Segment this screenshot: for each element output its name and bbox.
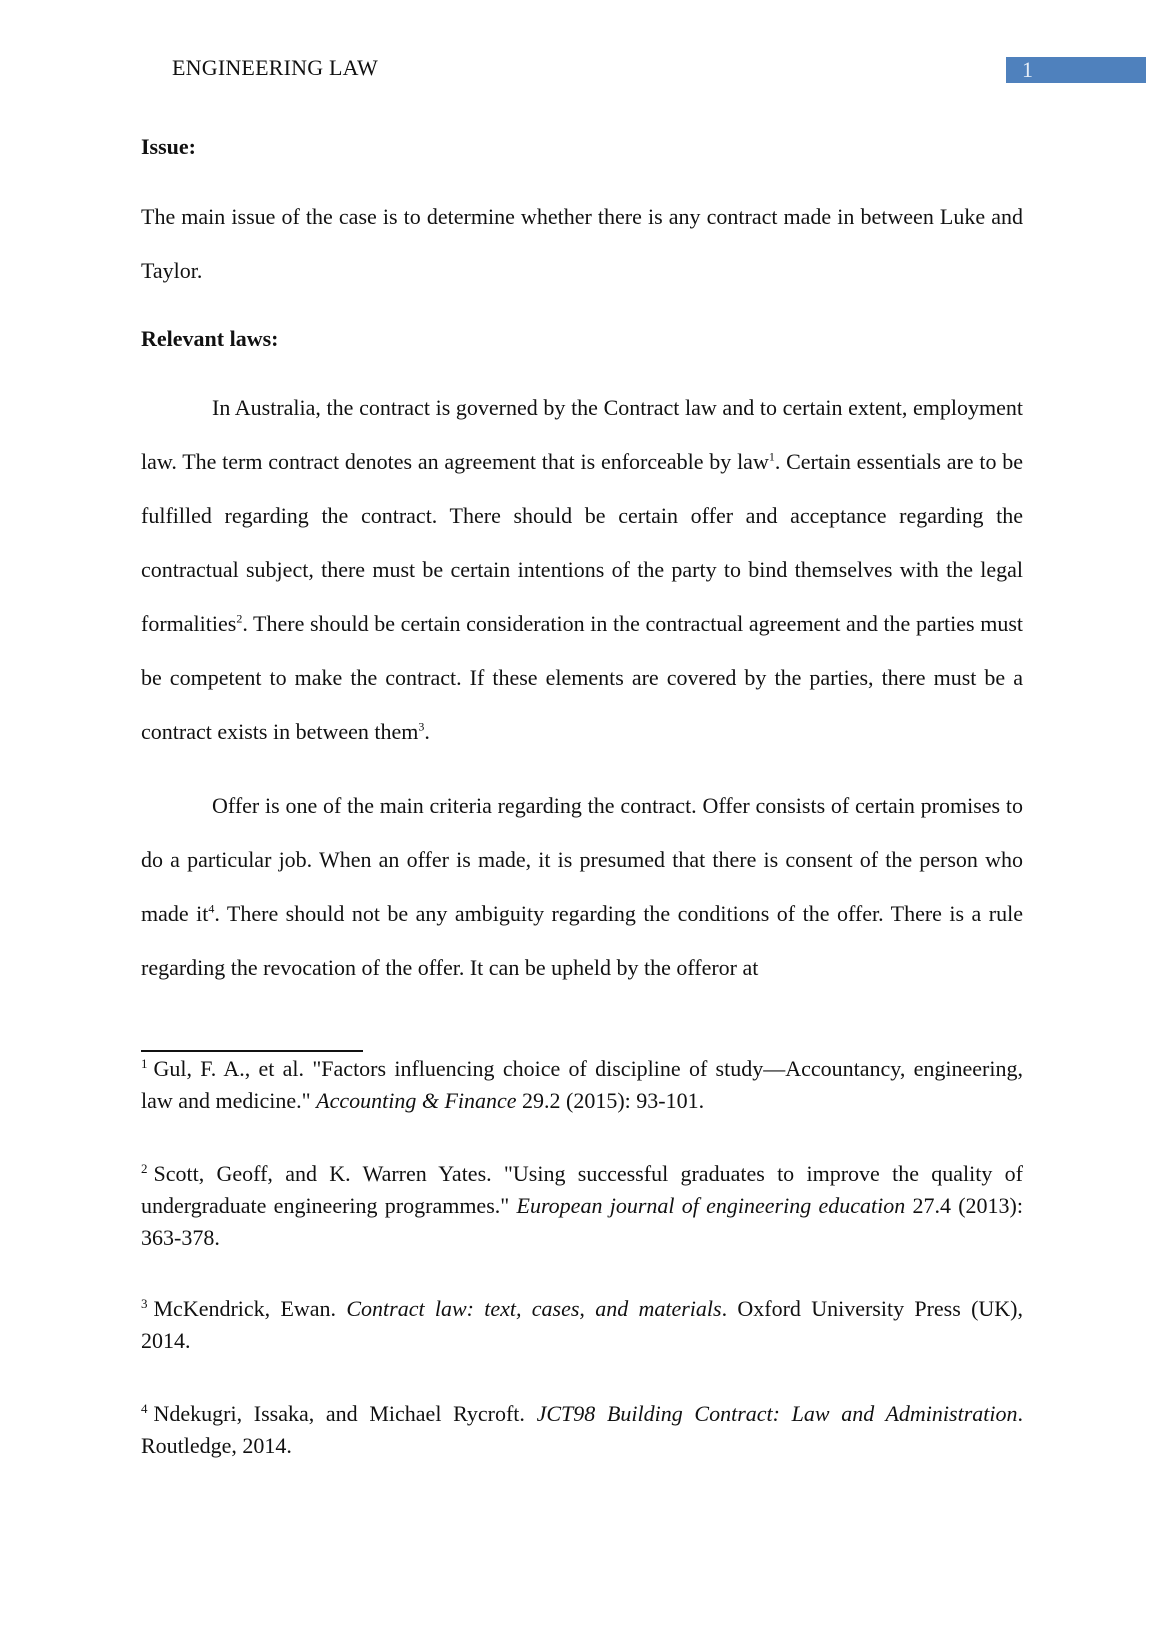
paragraph-text: . There should be certain consideration in the contractual agreement and the parties must be competent to make the contract. If these elements are covered by the parties, there must be a contract exists in between them	[141, 611, 1023, 744]
paragraph-text: In Australia, the contract is governed by the Contract law and to certain extent, employment law. The term contract denotes an agreement that is enforceable by law	[141, 395, 1023, 474]
paragraph-text: Offer is one of the main criteria regarding the contract. Offer consists of certain promises to do a particular job. When an offer is made, it is presumed that there is consent of the person who made it	[141, 793, 1023, 926]
footnote-3	[141, 1293, 1023, 1357]
footnote-book-title: Contract law: text, cases, and materials	[346, 1296, 722, 1321]
footnote-ref-4[interactable]: 4	[208, 901, 215, 916]
footnote-ref-1[interactable]: 1	[768, 449, 775, 464]
footnote-number: 2	[141, 1160, 148, 1176]
issue-heading: Issue:	[141, 134, 197, 159]
running-header: ENGINEERING LAW	[172, 55, 378, 80]
footnote-2	[141, 1158, 1023, 1254]
footnote-number: 3	[141, 1295, 148, 1311]
footnote-ref-3[interactable]: 3	[418, 719, 425, 734]
footnote-text: Scott, Geoff, and K. Warren Yates. "Using successful graduates to improve the quality of undergraduate engineering programmes."	[141, 1161, 1023, 1218]
offer-paragraph	[141, 779, 1023, 995]
page-number-box	[1006, 57, 1146, 83]
footnote-text: 29.2 (2015): 93-101.	[516, 1088, 705, 1113]
relevant-laws-heading: Relevant laws:	[141, 326, 279, 351]
footnote-text: Ndekugri, Issaka, and Michael Rycroft.	[153, 1401, 537, 1426]
footnote-text: McKendrick, Ewan.	[153, 1296, 347, 1321]
contract-law-paragraph	[141, 381, 1023, 759]
footnote-text: . Routledge, 2014.	[141, 1401, 1023, 1458]
footnote-text: 27.4 (2013): 363-378.	[141, 1193, 1024, 1250]
footnote-4	[141, 1398, 1023, 1462]
issue-paragraph: The main issue of the case is to determine whether there is any contract made in between Luke and Taylor.	[141, 204, 1023, 283]
paragraph-text: .	[424, 719, 430, 744]
footnote-text: Gul, F. A., et al. "Factors influencing choice of discipline of study—Accountancy, engineering, law and medicine."	[141, 1056, 1023, 1113]
paragraph-text: . Certain essentials are to be fulfilled regarding the contract. There should be certain offer and acceptance regarding the contractual subject, there must be certain intentions of the party to bind themselves with the legal formalities	[141, 449, 1023, 636]
footnote-ref-2[interactable]: 2	[236, 611, 243, 626]
footnote-book-title: JCT98 Building Contract: Law and Administration	[536, 1401, 1018, 1426]
page-number: 1	[1022, 57, 1033, 82]
footnote-journal: Accounting & Finance	[316, 1088, 517, 1113]
footnote-journal: European journal of engineering education	[516, 1193, 906, 1218]
footnote-number: 1	[141, 1055, 148, 1071]
footnote-number: 4	[141, 1400, 148, 1416]
footnote-separator	[141, 1050, 363, 1052]
paragraph-text: . There should not be any ambiguity regarding the conditions of the offer. There is a rule regarding the revocation of the offer. It can be upheld by the offeror at	[141, 901, 1023, 980]
footnote-text: . Oxford University Press (UK), 2014.	[141, 1296, 1024, 1353]
footnote-1	[141, 1053, 1023, 1117]
